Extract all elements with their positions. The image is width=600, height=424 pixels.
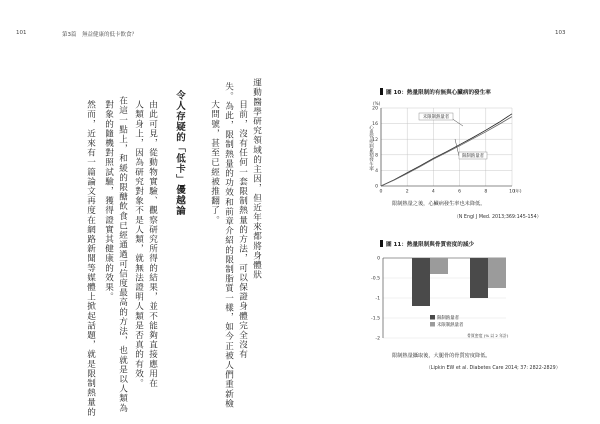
legend-label-control: 未限制熱量者 <box>422 115 450 121</box>
legend-swatch <box>430 315 435 320</box>
body-column-3: 失。為此，限制熱量的功效和前章介紹的限制脂質一樣，如今正被人們重新檢 <box>223 82 234 409</box>
title-bar-marker-2 <box>380 240 383 247</box>
figure11-title <box>380 240 474 248</box>
legend-label: 限制熱量者 <box>437 316 459 321</box>
y-unit-label: (%) <box>373 101 381 106</box>
page-number-right: 103 <box>555 30 566 36</box>
line-series <box>381 114 512 186</box>
legend-label: 未限制熱量者 <box>437 323 464 328</box>
y-tick-label: 20 <box>372 106 378 112</box>
figure10-title-text: 圖 10：熱量限制的有無與心臟病的發生率 <box>386 90 491 96</box>
body-column-4: 大問號，甚至已經被推翻了。 <box>209 100 220 225</box>
x-tick-label: 0 <box>379 189 383 195</box>
figure11-caption: 限制熱量攝取後，大腿骨的骨質密度降低。 <box>392 353 491 359</box>
figure11-source: （Lipkin EW et al. Diabetes Care 2014; 37: 2822-2829） <box>426 366 561 371</box>
y-tick-label: 4 <box>375 169 378 174</box>
body-column-10: 然而，近來有一篇論文再度在網路新聞等媒體上掀起話題，就是限制熱量的 <box>85 100 96 417</box>
x-tick-label: 6 <box>458 189 462 195</box>
body-column-2: 目前，沒有任何一套限制熱量的方法，可以保證身體完全沒有 <box>237 100 248 360</box>
body-column-8: 在這一點上，和緩的限醣飲食已經通過可信度最高的方法，也就是以人類為 <box>117 96 128 413</box>
page-number-left: 101 <box>16 30 27 36</box>
legend-label-restricted: 限制熱量者 <box>462 154 484 160</box>
y-tick-label: 0 <box>375 184 378 190</box>
y-tick-label: -1.5 <box>371 316 380 322</box>
x-tick-label: 10 <box>509 189 515 195</box>
x-tick-label: 2 <box>405 189 409 195</box>
figure-note: 骨質密度 (% 以 2 年計) <box>467 333 509 338</box>
figure11-title-text: 圖 11：熱量限制與骨質密度的減少 <box>386 242 475 248</box>
x-tick-label: 4 <box>431 189 435 195</box>
body-column-7: 人類身上，因為研究對象不是人類，就無法證明人類是否真的有效。 <box>133 100 144 388</box>
y-axis-label: 心血管疾病累積發生率 <box>368 125 374 171</box>
body-column-1: 運動醫學研究領域的主因，但近年來都將身體狀 <box>251 78 262 280</box>
body-column-6: 由此可見，從動物實驗、觀察研究所得的結果，並不能夠直接應用在 <box>147 100 158 388</box>
x-unit-label: (年) <box>514 188 522 194</box>
y-tick-label: -0.5 <box>371 276 380 282</box>
section-heading: 令人存疑的「低卡」優越論 <box>174 90 185 216</box>
bar <box>430 258 448 274</box>
bar <box>412 258 430 306</box>
y-tick-label: -1 <box>375 296 380 302</box>
body-column-9: 對象的隨機對照試驗，獲得證實其健康的效果。 <box>103 100 114 302</box>
legend-swatch <box>430 322 435 327</box>
bar <box>470 258 488 298</box>
figure10-caption: 限制熱量之後，心臟病發生率也未降低。 <box>392 201 486 207</box>
bar <box>488 258 506 288</box>
y-tick-label: 0 <box>377 256 380 262</box>
x-tick-label: 8 <box>484 189 488 195</box>
y-tick-label: -2 <box>375 336 380 342</box>
y-tick-label: 16 <box>372 122 378 128</box>
y-tick-label: 8 <box>375 153 378 159</box>
y-tick-label: 12 <box>372 137 378 143</box>
figure10-source: （N Engl J Med. 2013;369:145-154） <box>454 215 542 220</box>
chapter-title: 第3篇 無益健康的低卡飲食？ <box>62 32 138 38</box>
